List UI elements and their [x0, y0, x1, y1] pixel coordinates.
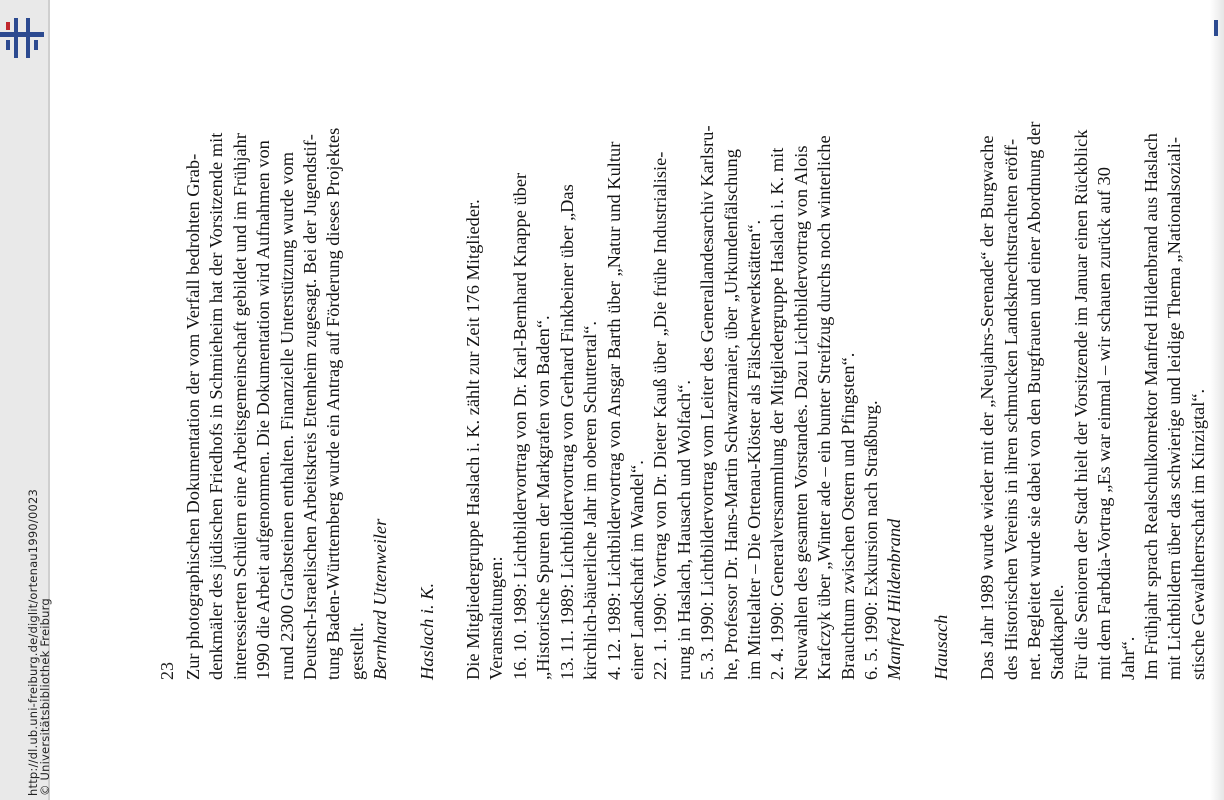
text-line: 16. 10. 1989: Lichtbildervortrag von Dr. Karl-Bernhard Knappe über: [509, 172, 530, 680]
text-line: Zur photographischen Dokumentation der vom Verfall bedrohten Grab-: [183, 153, 203, 680]
heading-haslach: Haslach i. K.: [416, 582, 437, 680]
permalink-url[interactable]: http://dl.ub.uni-freiburg.de/diglit/ortenau1990/0023: [26, 488, 40, 796]
text-line: gestellt.: [346, 622, 367, 680]
section-haslach: [462, 40, 883, 680]
text-line: tung Baden-Württemberg wurde ein Antrag auf Förderung dieses Projektes: [323, 127, 344, 680]
text-line: Brauchtum zwischen Ostern und Pfingsten“.: [837, 352, 858, 680]
text-line: rung in Haslach, Hausach und Wolfach“.: [673, 380, 694, 680]
text-line: einer Landschaft im Wandel“.: [626, 460, 647, 680]
text-line: des Historischen Vereins in ihren schmucken Landsknechtstrachten eröff-: [1000, 138, 1021, 680]
text-line: im Mittelalter – Die Ortenau-Klöster als Fälscherwerkstätten“.: [743, 219, 764, 680]
signature-uttenweiler: Bernhard Uttenweiler: [370, 518, 391, 680]
text-line: Für die Senioren der Stadt hielt der Vorsitzende im Januar einen Rückblick: [1070, 129, 1091, 680]
text-line: Deutsch-Israelischen Arbeitskreis Ettenheim zugesagt. Bei der Jugendstif-: [300, 134, 321, 680]
scan-edge: [1210, 0, 1224, 800]
text-line: he, Professor Dr. Hans-Martin Schwarzmaier, über „Urkundenfälschung: [720, 149, 741, 680]
text-line: rund 2300 Grabsteinen enthalten. Finanzielle Unterstützung wurde vom: [276, 151, 297, 680]
text-line: 6. 5. 1990: Exkursion nach Straßburg.: [860, 400, 881, 680]
text-line: Im Frühjahr sprach Realschulkonrektor Manfred Hildenbrand aus Haslach: [1141, 133, 1162, 680]
text-line: 1990 die Arbeit aufgenommen. Die Dokumentation wird Aufnahmen von: [253, 140, 274, 680]
text-line: 2. 4. 1990: Generalversammlung der Mitgliedergruppe Haslach i. K. mit: [767, 147, 788, 680]
text-line: Die Mitgliedergruppe Haslach i. K. zählt zur Zeit 176 Mitglieder.: [463, 199, 484, 680]
section-hausach: [976, 40, 1210, 680]
text-line: Das Jahr 1989 wurde wieder mit der „Neujahrs-Serenade“ der Burgwache: [977, 135, 998, 680]
page-number: 23: [157, 662, 177, 680]
text-line: kirchlich-bäuerliche Jahr im oberen Schuttertal“.: [580, 321, 601, 680]
heading-hausach: Hausach: [930, 614, 951, 680]
text-line: Jahr“.: [1117, 636, 1138, 680]
text-line: net. Begleitet wurde sie dabei von den Burgfrauen und einer Abordnung der: [1024, 121, 1044, 680]
text-line: Krafczyk über „Winter ade – ein bunter Streifzug durchs noch winterliche: [814, 135, 835, 680]
text-line: 5. 3. 1990: Lichtbildervortrag vom Leiter des Generallandesarchiv Karlsru-: [697, 125, 718, 680]
scanned-page: [156, 34, 1208, 790]
paragraph-dokumentation: [182, 40, 369, 680]
text-line: denkmäler des jüdischen Friedhofs in Schmieheim hat der Vorsitzende mit: [206, 132, 227, 680]
text-line: interessierten Schülern eine Arbeitsgemeinschaft gebildet und im Frühjahr: [229, 133, 250, 680]
text-line: mit Lichtbildern über das schwierige und leidige Thema „Nationalsoziali-: [1164, 136, 1185, 680]
text-line: mit dem Farbdia-Vortrag „Es war einmal – wir schauen zurück auf 30: [1094, 167, 1115, 680]
text-column: [182, 40, 1210, 680]
text-line: 4. 12. 1989: Lichtbildervortrag von Ansgar Barth über „Natur und Kultur: [603, 141, 624, 680]
copyright-notice: © Universitätsbibliothek Freiburg: [38, 598, 52, 796]
signature-hildenbrand: Manfred Hildenbrand: [884, 518, 905, 680]
corner-mark-icon: [1214, 20, 1218, 36]
text-line: Veranstaltungen:: [486, 556, 507, 680]
text-line: „Historische Spuren der Markgrafen von Baden“.: [533, 315, 554, 680]
text-line: Stadtkapelle.: [1047, 584, 1068, 680]
text-line: Neuwahlen des gesamten Vorstandes. Dazu Lichtbildervortrag von Alois: [790, 145, 811, 680]
text-line: 13. 11. 1989: Lichtbildervortrag von Gerhard Finkbeiner über „Das: [556, 184, 577, 680]
ub-freiburg-logo-icon: [0, 14, 44, 60]
text-line: stische Gewaltherrschaft im Kinzigtal“.: [1187, 388, 1208, 680]
text-line: 22. 1. 1990: Vortrag von Dr. Dieter Kauß über „Die frühe Industrialisie-: [650, 151, 671, 680]
